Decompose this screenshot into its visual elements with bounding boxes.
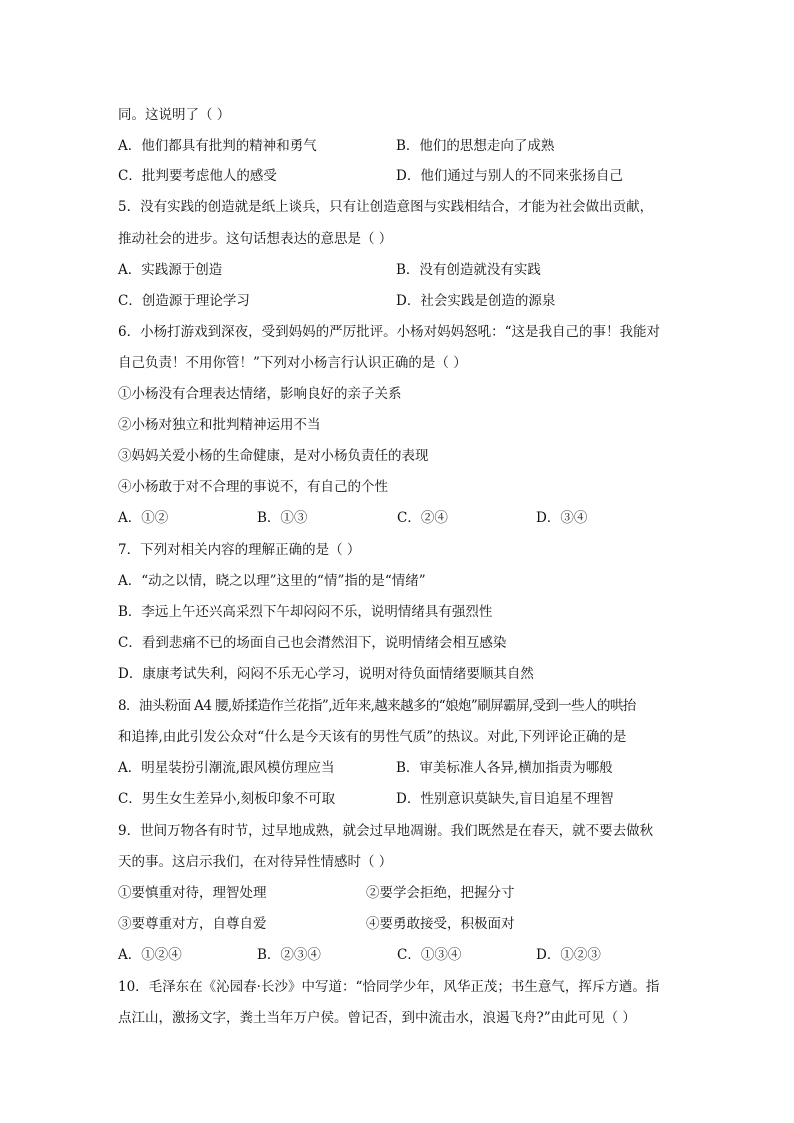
question-6-stem-line1: 6．小杨打游戏到深夜，受到妈妈的严厉批评。小杨对妈妈怒吼：“这是我自己的事！我能对 (118, 324, 660, 340)
question-5-stem-line1: 5．没有实践的创造就是纸上谈兵，只有让创造意图与实践相结合，才能为社会做出贡献， (118, 199, 654, 215)
question-5-option-a: A．实践源于创造 (118, 262, 223, 278)
question-6-statement-4: ④小杨敢于对不合理的事说不，有自己的个性 (118, 479, 388, 495)
question-4-option-d: D．他们通过与别人的不同来张扬自己 (396, 168, 623, 184)
question-10-stem-line2: 点江山，激扬文字，粪土当年万户侯。曾记否，到中流击水，浪遏飞舟?”由此可见（ ） (118, 1010, 636, 1026)
question-6-option-d: D．③④ (536, 510, 588, 526)
question-6-statement-1: ①小杨没有合理表达情绪，影响良好的亲子关系 (118, 386, 402, 402)
question-8-option-a: A．明星装扮引潮流,跟风模仿理应当 (118, 760, 335, 776)
question-4-option-c: C．批判要考虑他人的感受 (118, 168, 277, 184)
question-8-option-b: B．审美标准人各异,横加指责为哪般 (396, 760, 613, 776)
question-9-stem-line2: 天的事。这启示我们，在对待异性情感时（ ） (118, 854, 393, 870)
question-9-option-d: D．①②③ (536, 947, 601, 963)
question-4-option-a: A．他们都具有批判的精神和勇气 (118, 138, 317, 154)
question-6-option-a: A．①② (118, 510, 169, 526)
question-9-option-c: C．①③④ (397, 947, 462, 963)
question-9-stem-line1: 9．世间万物各有时节，过早地成熟，就会过早地凋谢。我们既然是在春天，就不要去做秋 (118, 823, 654, 839)
question-7-stem: 7．下列对相关内容的理解正确的是（ ） (118, 542, 361, 558)
question-7-option-a: A．“动之以情，晓之以理”这里的“情”指的是“情绪” (118, 573, 426, 589)
question-9-statement-2: ②要学会拒绝，把握分寸 (366, 885, 515, 901)
question-5-option-b: B．没有创造就没有实践 (396, 262, 541, 278)
question-9-statement-4: ④要勇敢接受，积极面对 (366, 916, 515, 932)
question-9-statement-1: ①要慎重对待，理智处理 (118, 885, 267, 901)
question-6-statement-3: ③妈妈关爱小杨的生命健康，是对小杨负责任的表现 (118, 448, 429, 464)
question-7-option-d: D．康康考试失利，闷闷不乐无心学习，说明对待负面情绪要顺其自然 (118, 666, 534, 682)
question-4-stem-end: 同。这说明了（ ） (118, 107, 231, 123)
question-7-option-c: C．看到悲痛不已的场面自己也会潸然泪下，说明情绪会相互感染 (118, 635, 507, 651)
question-6-stem-line2: 自己负责！不用你管！”下列对小杨言行认识正确的是（ ） (118, 355, 467, 371)
question-8-stem-line2: 和追捧,由此引发公众对“什么是今天该有的男性气质”的热议。对此,下列评论正确的是 (118, 729, 627, 745)
question-7-option-b: B．李远上午还兴高采烈下午却闷闷不乐，说明情绪具有强烈性 (118, 604, 493, 620)
question-10-stem-line1: 10．毛泽东在《沁园春·长沙》中写道：“恰同学少年，风华正茂；书生意气，挥斥方遒。指 (118, 979, 660, 995)
question-5-option-c: C．创造源于理论学习 (118, 293, 250, 309)
question-6-option-b: B．①③ (257, 510, 308, 526)
question-8-option-d: D．性别意识莫缺失,盲目追星不理智 (396, 791, 614, 807)
question-9-statement-3: ③要尊重对方，自尊自爱 (118, 916, 267, 932)
question-9-option-b: B．②③④ (257, 947, 321, 963)
question-5-option-d: D．社会实践是创造的源泉 (396, 293, 556, 309)
question-9-option-a: A．①②④ (118, 947, 182, 963)
question-8-option-c: C．男生女生差异小,刻板印象不可取 (118, 791, 336, 807)
question-6-statement-2: ②小杨对独立和批判精神运用不当 (118, 417, 321, 433)
question-5-stem-line2: 推动社会的进步。这句话想表达的意思是（ ） (118, 231, 393, 247)
question-8-stem-line1: 8．油头粉面 A4 腰,娇揉造作兰花指”,近年来,越来越多的“娘炮”刷屏霸屏,受到一些人的哄抬 (118, 698, 636, 714)
question-6-option-c: C．②④ (397, 510, 448, 526)
question-4-option-b: B．他们的思想走向了成熟 (396, 138, 555, 154)
